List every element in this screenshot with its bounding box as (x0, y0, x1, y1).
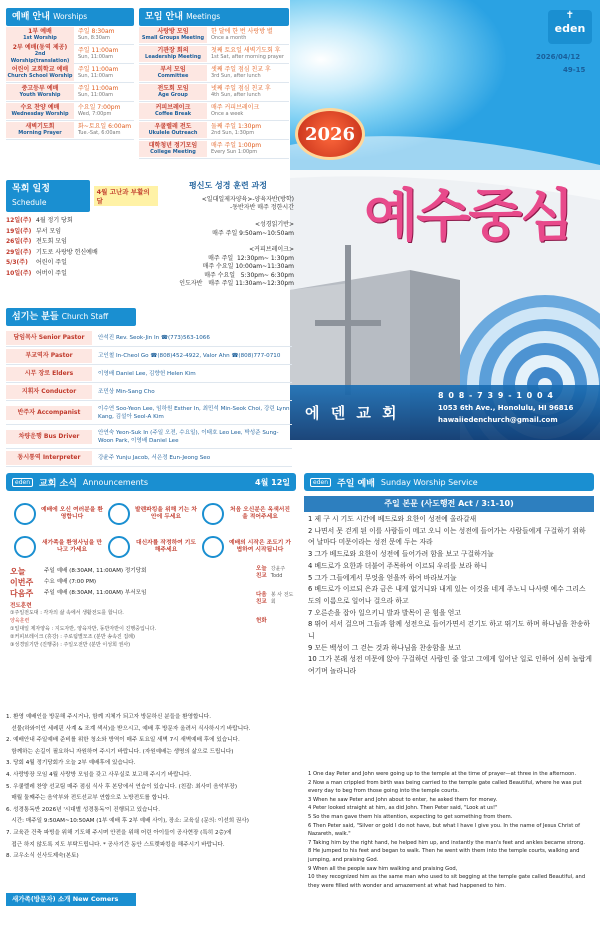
schedule-date: 26일(주) (6, 238, 32, 245)
circle-icon (14, 536, 36, 558)
item-time: 한 달에 한 번 사랑방 별 (211, 28, 273, 35)
duty-text: 주일 예배 (8:30AM, 11:00AM) 정기당회 (44, 568, 147, 574)
news-line: 3. 당회 4월 정기당회가 오늘 2부 예배후에 있습니다. (6, 760, 136, 767)
item-time: 셋째 주일 점심 친교 후 (211, 66, 271, 73)
duty-side (256, 566, 296, 637)
english-verse: 5 So the man gave them his attention, expecting to get something from them. (308, 813, 513, 820)
side-text: 강윤주 Todd (270, 566, 286, 579)
circle-icon (202, 536, 224, 558)
schedule-header: 목회 일정 Schedule (6, 180, 90, 212)
meetings-row (139, 140, 289, 159)
announcement-tile (10, 497, 104, 530)
schedule-date: 10일(주) (6, 269, 32, 277)
bible-study-line: <성경읽기반> (254, 221, 294, 229)
item-name: 수요 찬양 예배 (20, 104, 60, 111)
korean-verse: 10 그가 본래 성전 미문에 앉아 구걸하던 사람인 줄 알고 그에게 일어난 일로 인하여 심히 놀랍게 여기며 놀라니라 (308, 655, 592, 676)
church-address: 1053 6th Ave., Honolulu, HI 96816 (438, 404, 574, 412)
worship-name (6, 122, 74, 138)
eden-small-logo-2: eden (310, 478, 331, 487)
side-row (256, 592, 296, 606)
sermon-header-bar: eden 주일 예배 Sunday Worship Service (304, 473, 594, 491)
staff-role: 시무 장로 Elders (6, 367, 92, 381)
item-name: 어린이 교회학교 예배 (11, 66, 69, 73)
year-badge: 2026 (295, 108, 365, 160)
meetings-name (139, 46, 207, 62)
meetings-row (139, 45, 289, 64)
circle-icon (14, 503, 36, 525)
duty-label: 이번주 (10, 578, 34, 587)
staff-role: 담임목사 Senior Pastor (6, 331, 92, 345)
circle-icon (108, 536, 130, 558)
staff-names: 조민상 Min-Sang Cho (98, 388, 155, 395)
announcement-tile-text: 예배에 오신 여러분을 환영합니다 (40, 506, 104, 520)
schedule-highlight: 4월 고난과 부활의 달 (94, 186, 158, 206)
duty-row (10, 588, 240, 599)
staff-role: 지휘자 Conductor (6, 385, 92, 399)
item-name: 우쿨렐레 전도 (154, 123, 192, 130)
meetings-name (139, 122, 207, 138)
announcement-tile-text: 새가족을 환영사님을 만나고 가세요 (41, 539, 103, 553)
meetings-section (139, 8, 289, 159)
meetings-row (139, 121, 289, 140)
duty-note: 양육훈련 (10, 618, 30, 624)
item-time: 넷째 주일 점심 친교 후 (211, 85, 271, 92)
side-label: 헌화 (256, 618, 267, 624)
news-line: 6. 성경통독반 2026년 '시대별 성경통독'이 진행되고 있습니다. (6, 806, 160, 813)
item-name: 중고등부 예배 (21, 85, 59, 92)
worship-row (6, 45, 134, 64)
english-verse: 7 Taking him by the right hand, he helped him up, and instantly the man's feet and ankles became strong. (308, 839, 586, 846)
duty-row (10, 566, 240, 577)
main-title: 예수중심 (364, 184, 573, 249)
news-line: 4. 사랑방장 모임 4월 사랑방 모임을 갖고 사무실로 보고해 주시기 바랍니다. (6, 771, 192, 778)
item-name: 기관장 회의 (157, 47, 189, 54)
side-row (256, 566, 296, 580)
sermon-passage: 주일 본문 (사도행전 Act / 3:1-10) (304, 496, 594, 512)
item-time-en: Sun, 11:00am (78, 73, 114, 79)
meetings-time (207, 142, 261, 156)
korean-verse: 3 그가 베드로와 요한이 성전에 들어가려 함을 보고 구걸하거늘 (308, 550, 494, 559)
staff-names: 강윤주 Yunju Jacob, 서은정 Eun-Jeong Seo (98, 454, 211, 461)
schedule-item (6, 216, 158, 227)
item-time-en: Sun, 11:00am (78, 54, 114, 60)
item-name: 1부 예배 (28, 28, 52, 35)
item-time: 주일 11:00am (78, 85, 119, 92)
bible-study-line: 매주 주일 12:30pm~ 1:30pm (208, 254, 294, 262)
korean-verse: 4 베드로가 요한과 더불어 주목하여 이르되 우리를 보라 하니 (308, 561, 488, 570)
news-line: 5. 우쿨렐레 찬양 선교팀 매주 점심 식사 후 본당에서 연습이 있습니다. (친잡: 최사미 음악부장) (6, 783, 238, 790)
meetings-time (207, 66, 271, 80)
staff-row (6, 365, 292, 383)
bible-study-title: 평신도 성경 훈련 과정 (189, 181, 267, 190)
meetings-time (207, 28, 273, 42)
item-name: 새벽기도회 (25, 123, 55, 130)
announcement-tile (198, 530, 292, 563)
staff-header: 섬기는 분들 Church Staff (6, 308, 136, 326)
item-name-en: Ukulele Outreach (148, 130, 198, 136)
bible-study-line: <커피브레이크> (249, 246, 294, 254)
duty-label: 오늘 (10, 567, 26, 576)
item-time-en: Once a month (211, 35, 247, 41)
item-name-en: Leadership Meeting (145, 54, 201, 60)
item-name-en: Wednesday Worship (11, 111, 69, 117)
item-name-en: 2nd Worship(translation) (10, 50, 70, 64)
schedule-date: 12일(주) (6, 217, 32, 224)
bible-study-line: -동반자반 매주 정한시간 (230, 204, 294, 212)
bible-study-line: 매주 수요일 10:00am~11:30am (202, 263, 294, 271)
meetings-header: 모임 안내 Meetings (139, 8, 289, 26)
schedule-item (6, 237, 158, 248)
meetings-row (139, 102, 289, 121)
meetings-time (207, 123, 261, 137)
staff-section (6, 308, 292, 467)
item-time: 주일 8:30am (78, 28, 115, 35)
side-label: 다음 친교 (256, 592, 267, 605)
church-email[interactable]: hawaiiedenchurch@gmail.com (438, 416, 558, 424)
english-verses (308, 770, 592, 890)
schedule-text: 어버이 주일 (36, 269, 67, 277)
item-name: 부서 모임 (160, 66, 186, 73)
meetings-name (139, 65, 207, 81)
item-name-en: College Meeting (150, 149, 196, 155)
side-text: 봉 사 전도회 (270, 592, 294, 605)
worship-name (6, 103, 74, 119)
staff-row (6, 329, 292, 347)
announcement-tile-text: 대신자를 작정하여 기도해주세요 (135, 539, 197, 553)
english-verse: 8 He jumped to his feet and began to walk. Then he went with them into the temple courts, walking and jumping, and praising God. (308, 848, 580, 863)
issue-volume: 49-15 (563, 66, 586, 74)
item-time-en: Once a week (211, 111, 244, 117)
side-label: 오늘 친교 (256, 566, 267, 579)
announcement-tile-text: 처음 오신분은 옥색서진을 적어주세요 (229, 506, 291, 520)
item-name-en: Age Group (158, 92, 188, 98)
item-name-en: Church School Worship (7, 73, 73, 79)
worship-time (74, 47, 118, 61)
korean-verse: 9 모든 백성이 그 걷는 것과 하나님을 찬송함을 보고 (308, 643, 461, 652)
meetings-name (139, 27, 207, 43)
issue-date: 2026/04/12 (536, 53, 581, 61)
schedule-text: 4월 정기 당회 (36, 217, 73, 224)
staff-names: 이수연 Soo-Yeon Lee, 임하원 Esther In, 최민석 Min-Seok Choi, 강린 Lynn Kang, 김설아 Seol-A Kim (98, 405, 290, 420)
staff-names: 이영배 Daniel Lee, 김향헌 Helen Kim (98, 370, 196, 377)
circle-icon (108, 503, 130, 525)
duty-note-title: 전도훈련 (10, 603, 32, 609)
english-verse: 2 Now a man crippled from birth was being carried to the temple gate called Beautiful, where he was put every day to beg from those going into the temple courts. (308, 779, 582, 795)
staff-row (6, 347, 292, 365)
schedule-item (6, 258, 158, 269)
bible-study-line (158, 213, 294, 221)
announcement-icons (10, 497, 294, 563)
schedule-section (6, 180, 158, 279)
schedule-text: 기도로 사랑방 헌신예배 (36, 248, 98, 256)
duty-box (10, 566, 240, 649)
worship-row (6, 83, 134, 102)
meetings-time (207, 104, 259, 118)
staff-role: 차량운행 Bus Driver (6, 430, 92, 444)
duty-note: ①주일전도대 : 각자의 삶 속에서 생활전도를 합니다. (10, 610, 124, 616)
bible-study-section (158, 180, 298, 288)
item-time-en: Every Sun 1:00pm (211, 149, 258, 155)
news-line: 함께하는 손길이 필요하니 자원하여 주시기 바랍니다. (자원예배는 생명의 삶으로 드립니다) (6, 748, 234, 755)
staff-row (6, 401, 292, 425)
circle-icon (202, 503, 224, 525)
worship-row (6, 121, 134, 140)
meetings-row (139, 26, 289, 45)
eden-logo: ✝ eden (548, 10, 592, 44)
item-name: 대학청년 정기모임 (148, 142, 198, 149)
news-list (6, 712, 298, 863)
schedule-item (6, 269, 158, 280)
korean-verse: 7 오른손을 잡아 일으키니 발과 발목이 곧 힘을 얻고 (308, 608, 461, 617)
item-name: 사랑방 모임 (157, 28, 189, 35)
worship-time (74, 104, 120, 118)
meetings-time (207, 47, 284, 61)
worship-row (6, 64, 134, 83)
item-time-en: Sun, 11:00am (78, 92, 114, 98)
bible-study-line: <일대일제자양육>-양육자반(방학) (201, 196, 294, 203)
announcement-tile (104, 497, 198, 530)
news-line: 접근 하지 않도록 지도 부탁드립니다. * 공사기간 동안 스트렛파킹을 해주시기 바랍니다. (6, 841, 225, 848)
item-time: 주일 11:00am (78, 66, 119, 73)
news-line: 1. 환영 예배인을 방문해 주시거나, 함께 지체가 되고자 방문하신 분들을 환영합니다. (6, 714, 211, 720)
duty-row (10, 577, 240, 588)
news-line: 선물(하와이언 세레핀 사계 & 조계 색서)을 받으시고, 예배 후 방문자 올려서 식사하시기 바랍니다. (6, 725, 251, 732)
news-line: 시간: 매주일 9:50AM~10:50AM (1부 예배 후 2부 예배 사이), 장소: 교육실 (문의: 이선희 권사) (6, 818, 249, 825)
staff-row (6, 383, 292, 401)
item-time: 둘째 주일 1:30pm (211, 123, 262, 130)
english-verse: 9 When all the people saw him walking and praising God, (308, 865, 458, 872)
bible-study-line: 인도자반 매주 주일 11:30am~12:30pm (179, 280, 294, 288)
item-time: 첫째 토요일 새벽기도회 후 (211, 47, 281, 54)
english-verse: 1 One day Peter and John were going up to the temple at the time of prayer—at three in the afternoon. (308, 771, 577, 777)
item-time-en: 1st Sat, after morning prayer (211, 54, 284, 60)
staff-names: 고인철 In-Cheol Go ☎(808)452-4922, Valor Ahn ☎(808)777-0710 (98, 352, 281, 359)
duty-text: 주일 예배 (8:30AM, 11:00AM) 부서모임 (44, 590, 147, 596)
item-name: 2부 예배(동역 제공) (12, 43, 68, 51)
korean-verse: 6 베드로가 이르되 은과 금은 내게 없거니와 내게 있는 이것을 네게 주노니 나사렛 예수 그리스도의 이름으로 일어나 걸으라 하고 (308, 585, 586, 605)
english-verse: 3 When he saw Peter and John about to enter, he asked them for money. (308, 796, 498, 803)
staff-role: 부교역자 Pastor (6, 349, 92, 363)
item-name: 전도회 모임 (157, 85, 189, 92)
korean-verse: 5 그가 그들에게서 무엇을 얻을까 하여 바라보거늘 (308, 573, 457, 582)
english-verse: 10 they recognized him as the same man who used to sit begging at the temple gate called Beautiful, and they were filled with wonder and amazement at what had happened to him. (308, 874, 586, 889)
news-line: 매월 둘째주는 음악부와 전도선교부 연합으로 노방전도를 합니다. (6, 795, 170, 802)
english-verse: 6 Then Peter said, "Silver or gold I do not have, but what I have I give you. In the name of Jesus Christ of Nazareth, walk." (308, 822, 580, 838)
item-name: 커피브레이크 (155, 104, 191, 111)
announcement-tile-text: 예배의 시작은 조도기 가볍하여 시작됩니다 (228, 539, 292, 553)
meetings-time (207, 85, 271, 99)
church-name: 에 덴 교 회 (305, 404, 400, 422)
news-line: 7. 교육관 건축 파빙을 위해 기도해 주시며 안전을 위해 어린 아이들이 공사현장 (특히 2층)에 (6, 829, 232, 836)
worship-time (74, 28, 115, 42)
korean-verse: 2 나면서 못 걷게 된 이를 사람들이 메고 오니 이는 성전에 들어가는 사람들에게 구걸하기 위하여 날마다 미문이라는 성전 문에 두는 자라 (308, 526, 586, 547)
item-time: 매주 주일 1:00pm (211, 142, 262, 149)
church-phone: 8 0 8 - 7 3 9 - 1 0 0 4 (438, 391, 554, 400)
worship-name (6, 65, 74, 81)
item-name-en: Small Groups Meeting (141, 35, 205, 41)
duty-text: 수요 예배 (7:00 PM) (44, 579, 97, 585)
bible-study-line: 매주 주일 9:50am~10:50am (212, 229, 294, 237)
staff-names: 안연숙 Yeon-Suk In (주일 오전, 수요일), 이태호 Leo Lee, 박성준 Sung-Woon Park, 이영배 Daniel Lee (98, 429, 279, 444)
worship-name (6, 27, 74, 43)
schedule-date: 29일(주) (6, 248, 32, 256)
staff-role: 동시통역 Interpreter (6, 451, 92, 465)
worship-name (6, 43, 74, 66)
english-verse: 4 Peter looked straight at him, as did John. Then Peter said, "Look at us!" (308, 805, 498, 812)
schedule-item (6, 227, 158, 238)
item-time-en: 4th Sun, after lunch (211, 92, 261, 98)
item-time: 화~토요일 6:00am (78, 123, 132, 130)
side-row (256, 618, 296, 625)
meetings-name (139, 84, 207, 100)
worship-section (6, 8, 134, 140)
announcement-tile (10, 530, 104, 563)
item-name-en: Committee (157, 73, 189, 79)
item-time-en: Sun, 8:30am (78, 35, 110, 41)
announcement-tile (104, 530, 198, 563)
worship-time (74, 85, 118, 99)
item-name-en: Coffee Break (154, 111, 192, 117)
meetings-name (139, 103, 207, 119)
item-name-en: 1st Worship (23, 35, 57, 41)
worship-name (6, 84, 74, 100)
bible-study-line: 매주 수요일 5:30pm~ 6:30pm (204, 271, 294, 279)
schedule-date: 5/3(주) (6, 259, 28, 266)
staff-row (6, 425, 292, 449)
duty-label: 다음주 (10, 589, 34, 598)
item-time-en: 3rd Sun, after lunch (211, 73, 261, 79)
meetings-row (139, 83, 289, 102)
schedule-item (6, 248, 158, 259)
item-name-en: Youth Worship (19, 92, 61, 98)
news-line: 8. 교우소식 신사도제숙(본토) (6, 853, 79, 860)
item-time: 매주 커피브레이크 (211, 104, 260, 111)
worship-header: 예배 안내 Worships (6, 8, 134, 26)
duty-note: ③성경읽기반 (진행중) : 주일오전반 (분반 이성희 권사) (10, 642, 131, 648)
item-time: 주일 11:00am (78, 47, 119, 54)
eden-small-logo: eden (12, 478, 33, 487)
korean-verses (308, 514, 592, 678)
news-line: 2. 예배안내 주일예배 준비를 위한 청소와 방역이 매주 토요일 새벽 7시 새벽예배 후에 있습니다. (6, 737, 240, 744)
announcements-header-bar: eden 교회 소식 Announcements 4월 12일 (6, 473, 296, 491)
worship-row (6, 102, 134, 121)
schedule-text: 어린이 주일 (36, 259, 67, 266)
item-time-en: Tue.-Sat, 6:00am (78, 130, 121, 136)
meetings-name (139, 141, 207, 157)
schedule-text: 부서 모임 (36, 227, 62, 235)
schedule-text: 전도회 모임 (36, 238, 67, 245)
meetings-row (139, 64, 289, 83)
staff-names: 안석진 Rev. Seok-Jin In ☎(773)563-1066 (98, 334, 210, 341)
korean-verse: 1 제 구 시 기도 시간에 베드로와 요한이 성전에 올라갈새 (308, 515, 477, 523)
duty-note: ①일대일 제자양육 : 지도자반, 양육자반, 동반자반이 진행중입니다. (10, 626, 157, 632)
cross-icon: ✝ (565, 10, 575, 21)
item-time: 수요일 7:00pm (78, 104, 121, 111)
staff-row (6, 449, 292, 467)
item-time-en: 2nd Sun, 1:30pm (211, 130, 255, 136)
worship-time (74, 66, 118, 80)
announcement-tile (198, 497, 292, 530)
duty-note: ②커피브레이크 (휴강) : 주로팀별모조 (분반 송속진 집례) (10, 634, 135, 640)
worship-time (74, 123, 131, 137)
item-time-en: Wed, 7:00pm (78, 111, 112, 117)
announcement-tile-text: 발렌파킹을 위해 기는 차안에 두세요 (134, 506, 198, 520)
schedule-date: 19일(주) (6, 227, 32, 235)
staff-role: 반주자 Accompanist (6, 406, 92, 420)
item-name-en: Morning Prayer (18, 130, 62, 136)
new-comers-bar: 새가족(방문자) 소개 New Comers (6, 893, 136, 906)
korean-verse: 8 뛰어 서서 걸으며 그들과 함께 성전으로 들어가면서 걷기도 하고 뛰기도 하며 하나님을 찬송하니 (308, 620, 590, 641)
